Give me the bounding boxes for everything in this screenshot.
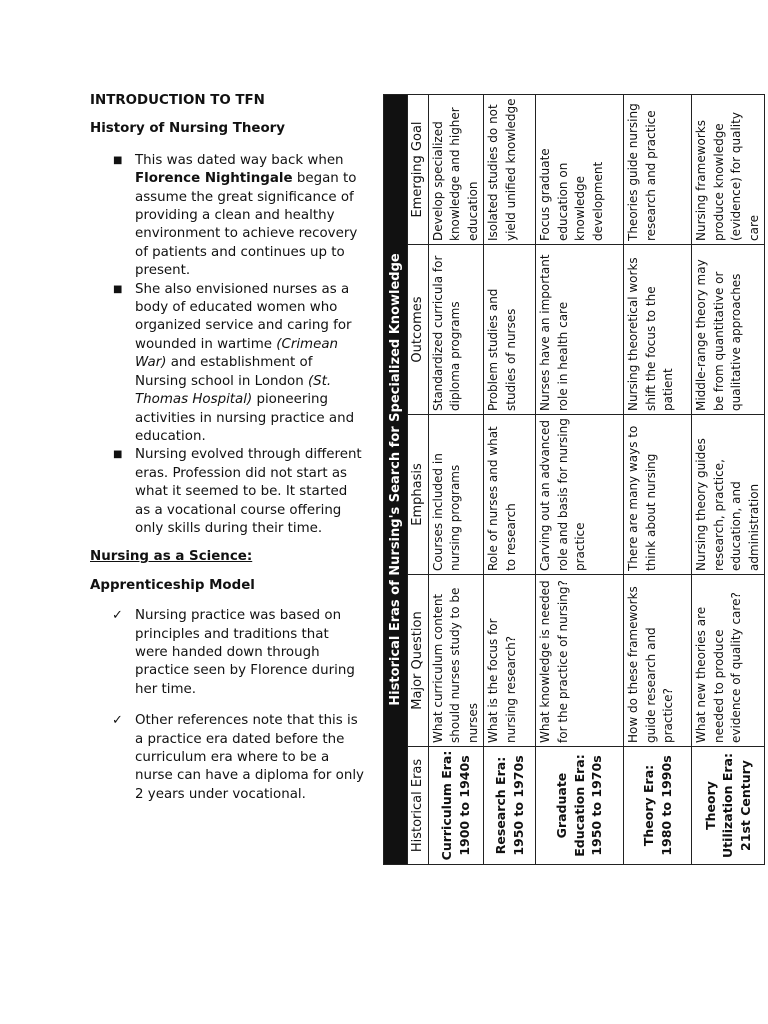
checkmark-icon: ✓ [112, 608, 123, 624]
column-header: Major Question [408, 575, 429, 747]
era-cell: Theory Utilization Era: 21st Century [692, 747, 765, 865]
list-item: ■ This was dated way back when Florence Nightingale began to assume the great significance of providing a clean and healthy environment to achieve recovery of patients and continues up to present. [113, 152, 358, 279]
table-cell: Role of nurses and what to research [484, 415, 536, 575]
table-caption: Historical Eras of Nursing's Search for Specialized Knowledge [384, 94, 408, 864]
list-item: ■ She also envisioned nurses as a body of educated women who organized service and caring for wounded in wartime (Crimean War) and establishment of Nursing school in London (St. Thomas Hospital) pioneering activities in nursing practice and education. [113, 281, 355, 444]
era-cell: Theory Era: 1980 to 1990s [624, 747, 692, 865]
history-bullets [90, 152, 365, 539]
table-row [624, 94, 692, 864]
column-header: Outcomes [408, 245, 429, 415]
table-cell: Nurses have an important role in health care [536, 245, 624, 415]
table-cell: Nursing theoretical works shift the focus to the patient [624, 245, 692, 415]
science-heading: Nursing as a Science: [90, 549, 253, 565]
table-cell: What is the focus for nursing research? [484, 575, 536, 747]
eras-table-container [383, 95, 761, 865]
list-item: ■ Nursing evolved through different eras. Profession did not start as what it seemed to be. It started as a vocational course offering only skills during their time. [113, 447, 362, 536]
apprenticeship-checklist [90, 607, 365, 804]
apprenticeship-heading: Apprenticeship Model [90, 577, 255, 593]
history-heading: History of Nursing Theory [90, 121, 286, 137]
page-title: INTRODUCTION TO TFN [90, 93, 265, 108]
table-cell: Isolated studies do not yield unified knowledge [484, 94, 536, 244]
era-cell: Research Era: 1950 to 1970s [484, 747, 536, 865]
table-cell: Standardized curricula for diploma programs [428, 245, 484, 415]
table-cell: Carving out an advanced role and basis for nursing practice [536, 415, 624, 575]
column-header: Historical Eras [408, 747, 429, 865]
table-cell: Middle-range theory may be from quantitative or qualitative approaches [692, 245, 765, 415]
list-item: ✓ Nursing practice was based on principles and traditions that were handed down through practice seen by Florence during her time. [112, 608, 355, 697]
table-cell: What new theories are needed to produce evidence of quality care? [692, 575, 765, 747]
table-cell: Problem studies and studies of nurses [484, 245, 536, 415]
table-header-row [408, 94, 429, 864]
table-cell: Develop specialized knowledge and higher education [428, 94, 484, 244]
table-cell: Theories guide nursing research and practice [624, 94, 692, 244]
list-item: ✓ Other references note that this is a practice era dated before the curriculum era where to be a nurse can have a diploma for only 2 years under vocational. [112, 713, 364, 802]
table-row [484, 94, 536, 864]
table-cell: Courses included in nursing programs [428, 415, 484, 575]
table-cell: What knowledge is needed for the practice of nursing? [536, 575, 624, 747]
table-cell: Nursing frameworks produce knowledge (evidence) for quality care [692, 94, 765, 244]
column-header: Emerging Goal [408, 94, 429, 244]
table-cell: Nursing theory guides research, practice, education, and administration [692, 415, 765, 575]
left-column [90, 92, 365, 817]
table-cell: What curriculum content should nurses study to be nurses [428, 575, 484, 747]
table-row [692, 94, 765, 864]
table-row [536, 94, 624, 864]
era-cell: Graduate Education Era: 1950 to 1970s [536, 747, 624, 865]
column-header: Emphasis [408, 415, 429, 575]
table-cell: Focus graduate education on knowledge development [536, 94, 624, 244]
checkmark-icon: ✓ [112, 713, 123, 729]
eras-table [383, 94, 765, 865]
square-bullet-icon: ■ [113, 283, 123, 295]
era-cell: Curriculum Era: 1900 to 1940s [428, 747, 484, 865]
table-cell: How do these frameworks guide research and practice? [624, 575, 692, 747]
square-bullet-icon: ■ [113, 449, 123, 461]
table-cell: There are many ways to think about nursing [624, 415, 692, 575]
square-bullet-icon: ■ [113, 154, 123, 166]
table-row [428, 94, 484, 864]
